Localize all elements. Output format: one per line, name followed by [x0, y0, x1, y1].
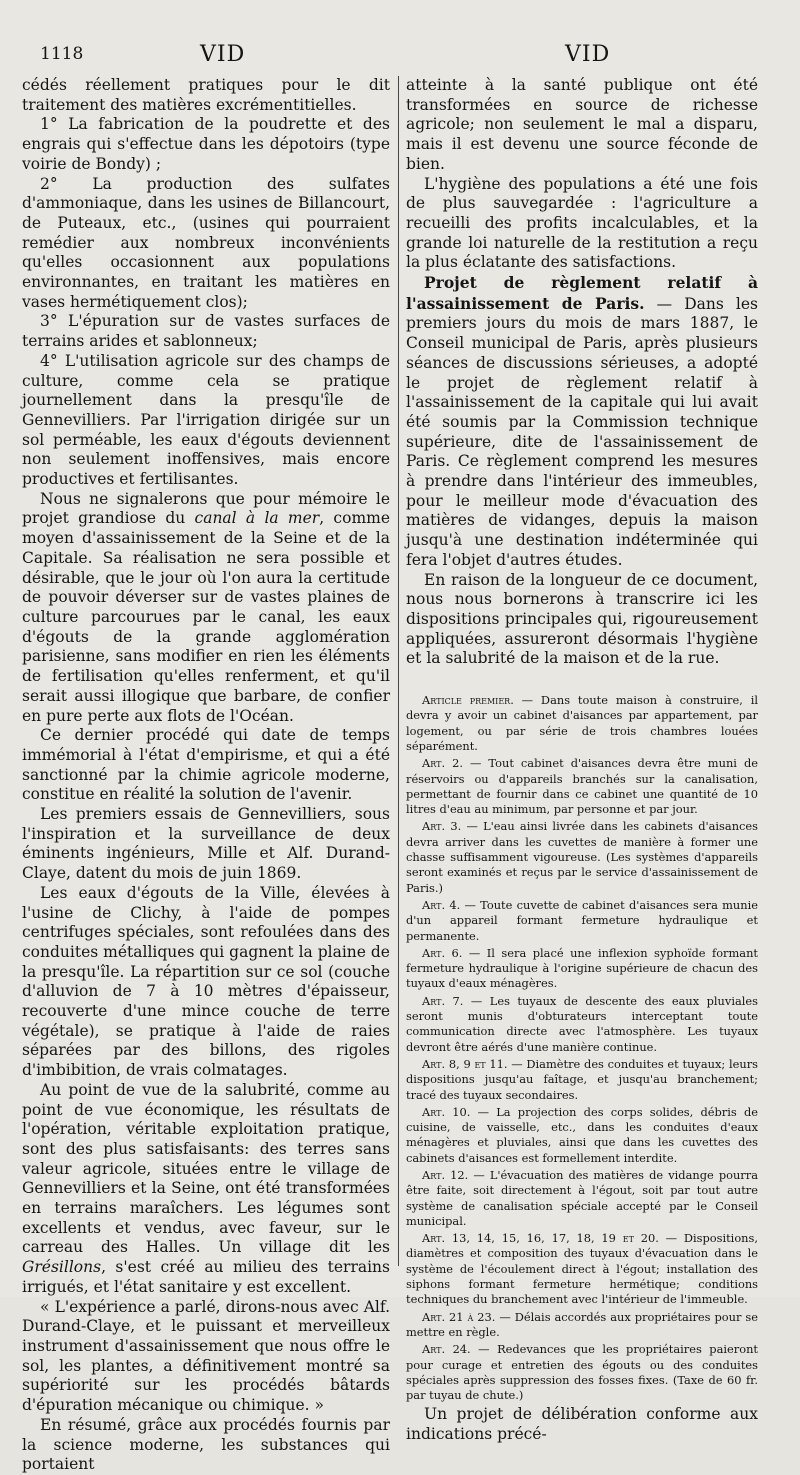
article-text: — Toute cuvette de cabinet d'aisances sera munie d'un appareil formant fermeture hydraulique et permanente. [406, 897, 758, 943]
article-text: — L'eau ainsi livrée dans les cabinets d'aisances devra arriver dans les cuvettes de manière à former une chasse suffisamment vigoureuse. (Les systèmes d'appareils seront examinés et reçus par le service d'assainissement de Paris.) [406, 819, 758, 895]
text-run: , s'est créé au milieu des terrains irrigués, et l'état sanitaire y est excellent. [22, 1258, 390, 1296]
paragraph: atteinte à la santé publique ont été transformées en source de richesse agricole; non seulement le mal a disparu, mais il est devenu une source féconde de bien. [406, 76, 758, 173]
article [406, 1310, 758, 1341]
text-run: Au point de vue de la salubrité, comme au point de vue économique, les résultats de l'opération, véritable exploitation pratique, sont des plus satisfaisants: des terres sans valeur agricole, situées entre le village de Gennevilliers et la Seine, ont été transformées en terrains maraîchers. Les légumes sont excellents et vendus, avec faveur, sur le carreau des Halles. Un village dit les [22, 1080, 390, 1257]
article [406, 1231, 758, 1307]
paragraph: 2° La production des sulfates d'ammoniaque, dans les usines de Billancourt, de Puteaux, etc., (usines qui pourraient remédier aux nombreux inconvénients qu'elles occasionnent aux populations environnantes, en traitant les matières en vases hermétiquement clos); [22, 174, 390, 311]
paragraph: cédés réellement pratiques pour le dit traitement des matières excrémentitielles. [22, 76, 390, 114]
article [406, 1105, 758, 1166]
article-label: Art. 24. [422, 1342, 471, 1357]
section-paragraph [406, 273, 758, 571]
article-label: Art. 10. [422, 1104, 471, 1119]
article-label: Art. 13, 14, 15, 16, 17, 18, 19 et 20. [422, 1231, 659, 1246]
article [406, 898, 758, 944]
section-heading: Projet de règlement relatif à l'assainissement de Paris. [406, 273, 758, 313]
running-head-right: VID [565, 42, 611, 67]
article [406, 946, 758, 992]
paragraph: « L'expérience a parlé, dirons-nous avec Alf. Durand-Claye, et le puissant et merveilleux instrument d'assainissement que nous offre le sol, les plantes, a définitivement montré sa supériorité sur les procédés bâtards d'épuration mécanique ou chimique. » [22, 1297, 390, 1415]
article [406, 819, 758, 895]
text-run: , comme moyen d'assainissement de la Seine et de la Capitale. Sa réalisation ne sera possible et désirable, que le jour où l'on aura la certitude de pouvoir déverser sur de vastes plaines de culture parcourues par le canal, les eaux d'égouts de la grande agglomération parisienne, sans modifier en rien les éléments de fertilisation qu'elles renferment, et qu'il serait aussi illogique que barbare, de confier en pure perte aux flots de l'Océan. [22, 509, 391, 725]
article [406, 1168, 758, 1229]
article-text: — Redevances que les propriétaires paieront pour curage et entretien des égouts ou des conduites spéciales après suppression des fosses fixes. (Taxe de 60 fr. par tuyau de chute.) [406, 1342, 758, 1403]
left-column [22, 76, 391, 1474]
article [406, 693, 758, 754]
paragraph: L'hygiène des populations a été une fois de plus sauvegardée : l'agriculture a recueilli des profits incalculables, et la grande loi naturelle de la restitution a reçu la plus éclatante des satisfactions. [406, 174, 758, 272]
text-run: — Dans les premiers jours du mois de mars 1887, le Conseil municipal de Paris, après plusieurs séances de discussions sérieuses, a adopté le projet de règlement relatif à l'assainissement de la capitale qui lui avait été soumis par la Commission technique supérieure, dite de l'assainissement de Paris. Ce règlement comprend les mesures à prendre dans l'intérieur des immeubles, pour le meilleur mode d'évacuation des matières de vidanges, depuis la maison jusqu'à une destination indéterminée qui fera l'objet d'autres études. [406, 294, 758, 569]
article-label: Art. 2. [422, 756, 463, 771]
article-label: Art. 6. [422, 945, 463, 960]
paragraph [22, 490, 390, 726]
running-head-left: VID [200, 42, 246, 67]
article-label: Art. 12. [422, 1168, 469, 1182]
italic-term: canal à la mer [194, 509, 320, 528]
paragraph: En raison de la longueur de ce document, nous nous bornerons à transcrire ici les dispositions principales qui, rigoureusement appliquées, assureront désormais l'hygiène et la salubrité de la maison et de la rue. [406, 570, 758, 668]
article-text: — Diamètre des conduites et tuyaux; leurs dispositions jusqu'au faîtage, et jusqu'au branchement; tracé des tuyaux secondaires. [406, 1056, 758, 1102]
article-text: — Les tuyaux de descente des eaux pluviales seront munis d'obturateurs interceptant toute communication directe avec l'atmosphère. Les tuyaux devront être aérés d'une manière continue. [406, 993, 758, 1054]
right-column [406, 76, 759, 1444]
article-text: — Dispositions, diamètres et composition des tuyaux d'évacuation dans le système de l'écoulement direct à l'égout; installation des siphons formant fermeture hermétique; conditions techniques du branchement avec l'intérieur de l'immeuble. [406, 1231, 758, 1307]
articles-list [406, 693, 758, 1403]
article-text: — Dans toute maison à construire, il devra y avoir un cabinet d'aisances par appartement, par logement, ou par série de trois chambres louées séparément. [406, 693, 758, 753]
article-text: — La projection des corps solides, débris de cuisine, de vaisselle, etc., dans les conduites d'eaux ménagères et pluviales, ainsi que dans les cuvettes des cabinets d'aisances est formellement interdite. [406, 1104, 758, 1165]
article-label: Art. 8, 9 et 11. [422, 1056, 508, 1071]
paragraph: Un projet de délibération conforme aux indications précé- [406, 1405, 758, 1444]
article [406, 1342, 758, 1403]
paragraph: 1° La fabrication de la poudrette et des engrais qui s'effectue dans les dépotoirs (type voirie de Bondy) ; [22, 115, 390, 173]
column-divider [398, 76, 399, 1266]
article-label: Art. 4. [422, 897, 461, 912]
article-label: Art. 7. [422, 993, 464, 1008]
article-text: — Il sera placé une inflexion syphoïde formant fermeture hydraulique à l'origine supérieure de chacun des tuyaux d'eaux ménagères. [406, 945, 759, 991]
article-text: — L'évacuation des matières de vidange pourra être faite, soit directement à l'égout, soit par tout autre système de canalisation spéciale accepté par le Conseil municipal. [406, 1168, 758, 1228]
article [406, 1057, 758, 1103]
article-label: Art. 3. [422, 819, 462, 834]
article-text: — Délais accordés aux propriétaires pour se mettre en règle. [406, 1309, 758, 1339]
paragraph [22, 1081, 390, 1298]
paragraph: 3° L'épuration sur de vastes surfaces de terrains arides et sablonneux; [22, 312, 390, 351]
paragraph: Les eaux d'égouts de la Ville, élevées à l'usine de Clichy, à l'aide de pompes centrifuges spéciales, sont refoulées dans des conduites métalliques qui gagnent la plaine de la presqu'île. La répartition sur ce sol (couche d'alluvion de 7 à 10 mètres d'épaisseur, recouverte d'une mince couche de terre végétale), se pratique à l'aide de raies séparées par des billons, des rigoles d'imbibition, de vrais colmatages. [22, 883, 390, 1080]
paragraph: Les premiers essais de Gennevilliers, sous l'inspiration et la surveillance de deux éminents ingénieurs, Mille et Alf. Durand-Claye, datent du mois de juin 1869. [22, 805, 390, 883]
paragraph: En résumé, grâce aux procédés fournis par la science moderne, les substances qui portaient [22, 1415, 390, 1474]
paragraph: 4° L'utilisation agricole sur des champs de culture, comme cela se pratique journellement dans la presqu'île de Gennevilliers. Par l'irrigation dirigée sur un sol perméable, les eaux d'égouts deviennent non seulement inoffensives, mais encore productives et fertilisantes. [22, 351, 390, 489]
text-run: Nous ne signalerons que pour mémoire le projet grandiose du [22, 489, 390, 528]
article-label: Article premier. [422, 693, 514, 708]
article [406, 994, 758, 1055]
article-label: Art. 21 à 23. [422, 1309, 496, 1324]
paragraph: Ce dernier procédé qui date de temps immémorial à l'état d'empirisme, et qui a été sanctionné par la chimie agricole moderne, constitue en réalité la solution de l'avenir. [22, 726, 390, 804]
page-number: 1118 [40, 44, 84, 64]
article [406, 756, 758, 817]
italic-term: Grésillons [22, 1258, 102, 1277]
article-text: — Tout cabinet d'aisances devra être muni de réservoirs ou d'appareils branchés sur la canalisation, permettant de fournir dans ce cabinet une quantité de 10 litres d'eau au minimum, par personne et par jour. [406, 756, 758, 817]
